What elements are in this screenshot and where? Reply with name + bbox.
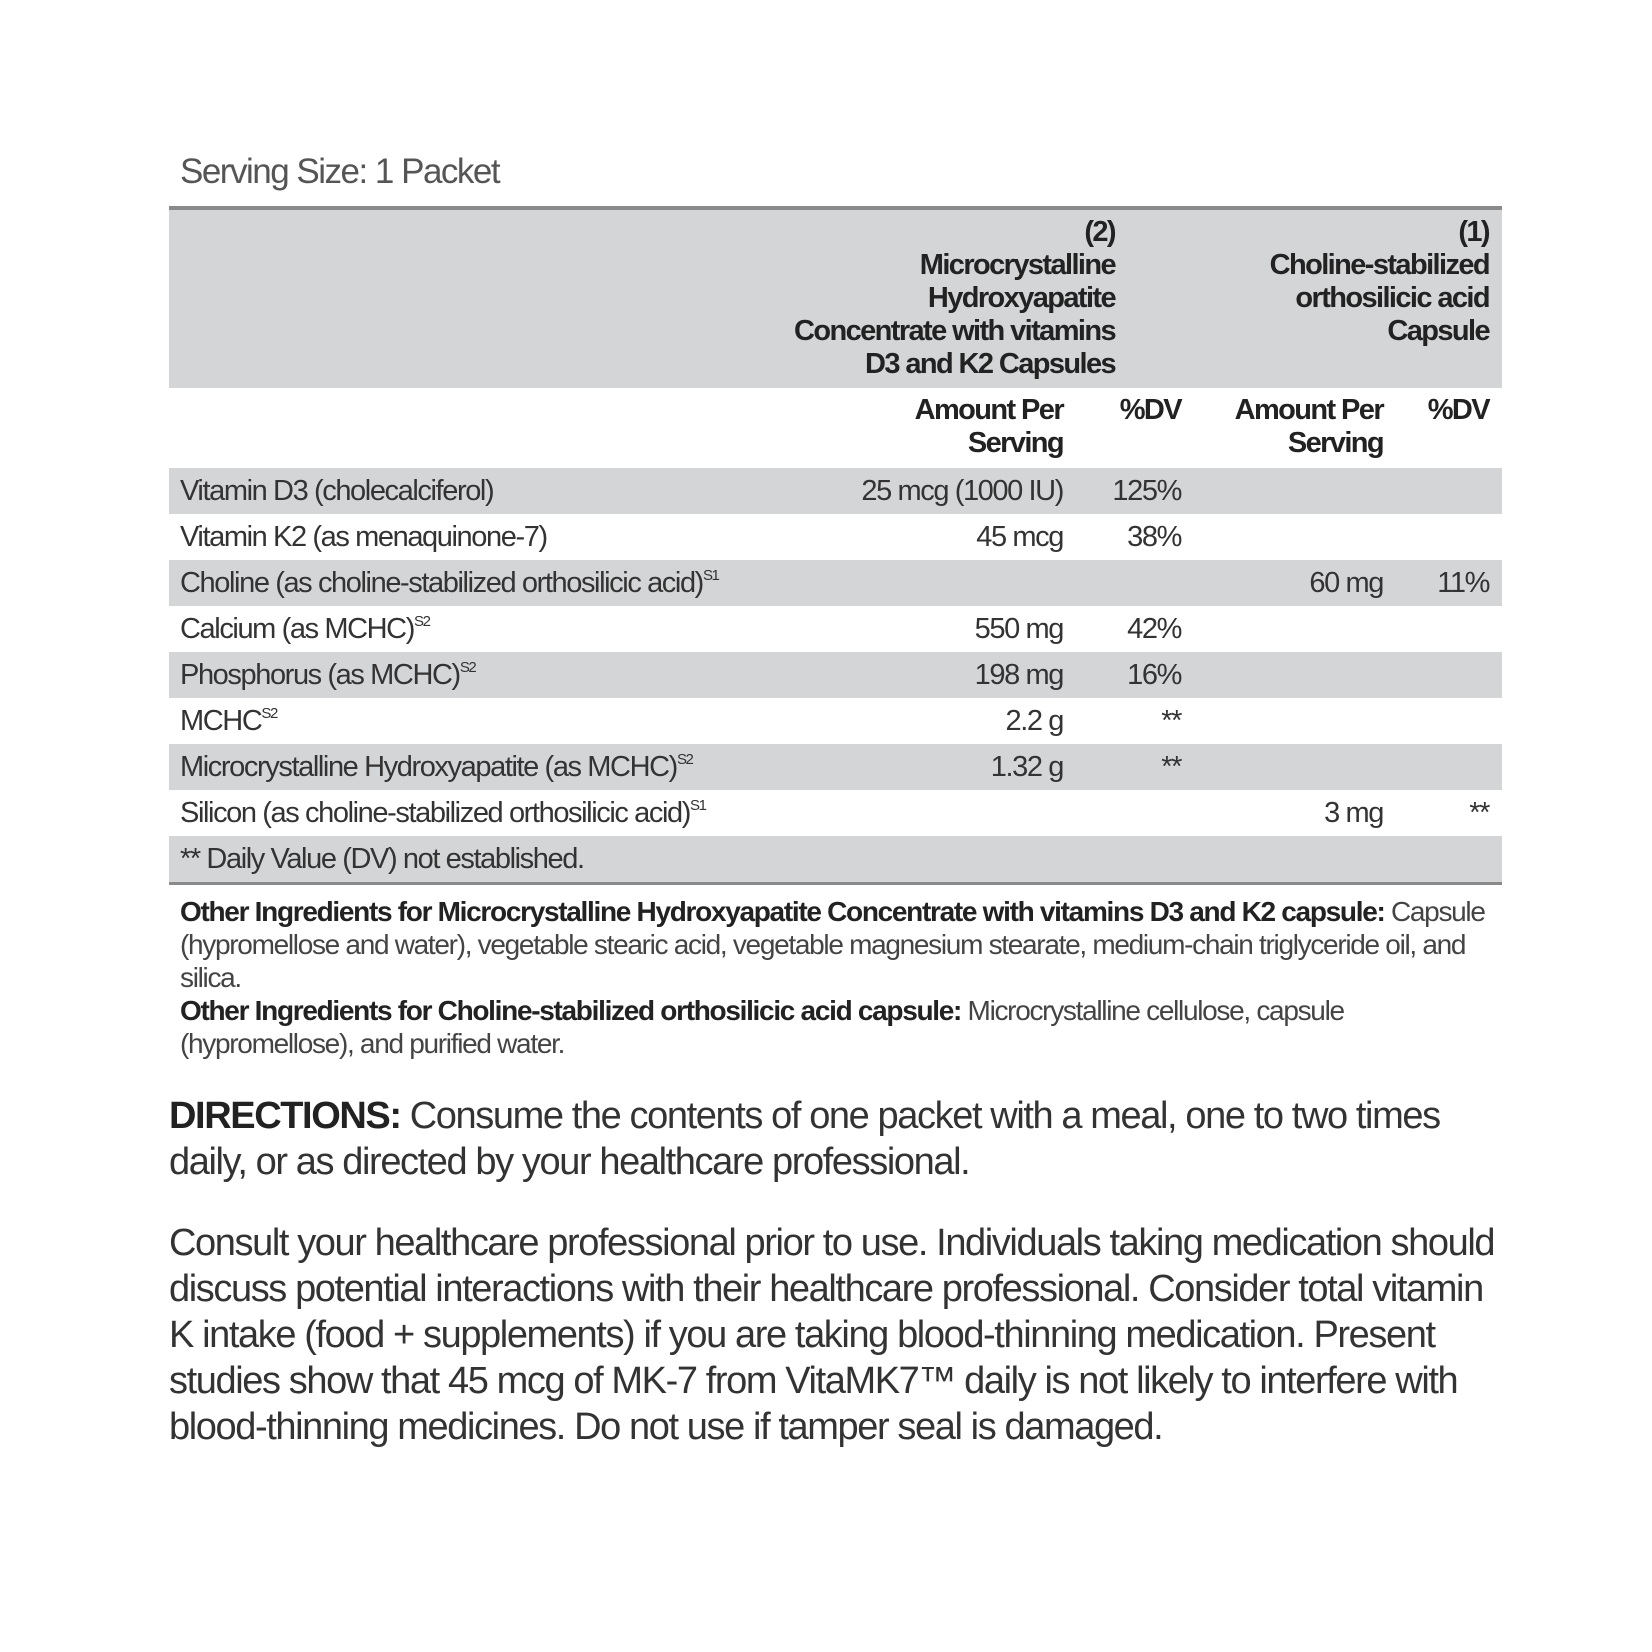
dv-1: 38% — [1127, 521, 1181, 553]
footnote-marker: S2 — [261, 705, 277, 722]
column-header-orthosilicic — [1270, 216, 1489, 348]
column-header-hydroxyapatite — [794, 216, 1115, 381]
footnote-marker: S1 — [690, 797, 706, 814]
amount-1: 198 mg — [974, 659, 1063, 691]
table-row — [169, 790, 1502, 836]
directions-label: DIRECTIONS: — [169, 1095, 401, 1137]
table-row — [169, 652, 1502, 698]
column-title-line: Capsule — [1387, 315, 1489, 347]
subheader-row — [169, 388, 1502, 468]
amount-1: 550 mg — [974, 613, 1063, 645]
dv-2: ** — [1469, 797, 1489, 829]
dv-1: ** — [1161, 705, 1181, 737]
table-row — [169, 606, 1502, 652]
column-title-line: orthosilicic acid — [1295, 282, 1489, 314]
amount-1: 25 mcg (1000 IU) — [861, 475, 1063, 507]
table-row — [169, 468, 1502, 514]
nutrient-name — [180, 790, 706, 836]
supplement-facts-table — [169, 206, 1502, 885]
other-ingredients-2 — [180, 994, 1500, 1060]
amount-label: Serving — [967, 427, 1063, 459]
capsule-count: (2) — [1084, 216, 1115, 248]
nutrient-name — [180, 468, 493, 514]
nutrient-label: Vitamin D3 (cholecalciferol) — [180, 475, 494, 507]
other-ingredients-text: Microcrystalline cellulose, capsule (hypromellose), and purified water. — [180, 995, 1344, 1059]
column-title-line: Microcrystalline — [919, 249, 1115, 281]
footnote-row — [169, 836, 1502, 882]
nutrient-name — [180, 744, 693, 790]
column-title-line: Hydroxyapatite — [927, 282, 1115, 314]
nutrient-name — [180, 514, 547, 560]
table-header — [169, 210, 1502, 388]
dv-1: 16% — [1127, 659, 1181, 691]
nutrient-label: Choline (as choline-stabilized orthosilicic acid) — [180, 567, 703, 599]
amount-2: 3 mg — [1324, 797, 1383, 829]
table-row — [169, 698, 1502, 744]
table-row — [169, 744, 1502, 790]
dv-1: ** — [1161, 751, 1181, 783]
directions-text: Consume the contents of one packet with a meal, one to two times daily, or as directed by your healthcare professional. — [169, 1095, 1440, 1183]
dv-2: 11% — [1437, 567, 1489, 599]
capsule-count: (1) — [1458, 216, 1489, 248]
table-row — [169, 560, 1502, 606]
nutrient-name — [180, 606, 430, 652]
footnote-marker: S1 — [702, 567, 719, 584]
dv-1: 125% — [1112, 475, 1181, 507]
nutrient-label: Vitamin K2 (as menaquinone-7) — [180, 521, 547, 553]
dv-header-1: %DV — [1119, 394, 1181, 426]
nutrient-label: Microcrystalline Hydroxyapatite (as MCHC) — [180, 751, 677, 783]
nutrient-name — [180, 652, 475, 698]
nutrient-name — [180, 560, 719, 606]
directions — [169, 1093, 1509, 1185]
nutrient-label: Phosphorus (as MCHC) — [180, 659, 460, 691]
nutrient-label: MCHC — [180, 705, 262, 737]
table-row — [169, 514, 1502, 560]
amount-1: 2.2 g — [1005, 705, 1063, 737]
amount-label: Serving — [1287, 427, 1383, 459]
amount-1: 45 mcg — [976, 521, 1063, 553]
other-ingredients-label: Other Ingredients for Choline-stabilized orthosilicic acid capsule: — [180, 995, 962, 1026]
column-title-line: Concentrate with vitamins — [794, 315, 1115, 347]
other-ingredients-label: Other Ingredients for Microcrystalline Hydroxyapatite Concentrate with vitamins D3 and K2 capsule: — [180, 896, 1385, 927]
serving-size: Serving Size: 1 Packet — [180, 152, 500, 191]
footnote-marker: S2 — [459, 659, 476, 676]
amount-2: 60 mg — [1309, 567, 1383, 599]
dv-1: 42% — [1127, 613, 1181, 645]
other-ingredients-text: Capsule (hypromellose and water), vegetable stearic acid, vegetable magnesium stearate, medium-chain triglyceride oil, and silica. — [180, 896, 1485, 993]
footnote-marker: S2 — [414, 613, 430, 630]
nutrient-label: Silicon (as choline-stabilized orthosilicic acid) — [180, 797, 691, 829]
amount-label: Amount Per — [914, 394, 1063, 426]
column-title-line: Choline-stabilized — [1269, 249, 1489, 281]
amount-label: Amount Per — [1234, 394, 1383, 426]
dv-header-2: %DV — [1427, 394, 1489, 426]
warning-text: Consult your healthcare professional prior to use. Individuals taking medication should discuss potential interactions with their healthcare professional. Consider total vitamin K intake (food + supplements) if you are taking blood-thinning medication. Present studies show that 45 mcg of MK-7 from VitaMK7™ daily is not likely to interfere with blood-thinning medicines. Do not use if tamper seal is damaged. — [169, 1222, 1495, 1448]
nutrient-name — [180, 698, 277, 744]
nutrient-label: Calcium (as MCHC) — [180, 613, 414, 645]
amount-header-2 — [1235, 394, 1383, 460]
amount-header-1 — [915, 394, 1063, 460]
footnote-marker: S2 — [676, 751, 693, 768]
other-ingredients — [180, 895, 1500, 1060]
amount-1: 1.32 g — [990, 751, 1063, 783]
footnote: ** Daily Value (DV) not established. — [180, 843, 584, 875]
column-title-line: D3 and K2 Capsules — [864, 348, 1115, 380]
other-ingredients-1 — [180, 895, 1500, 994]
